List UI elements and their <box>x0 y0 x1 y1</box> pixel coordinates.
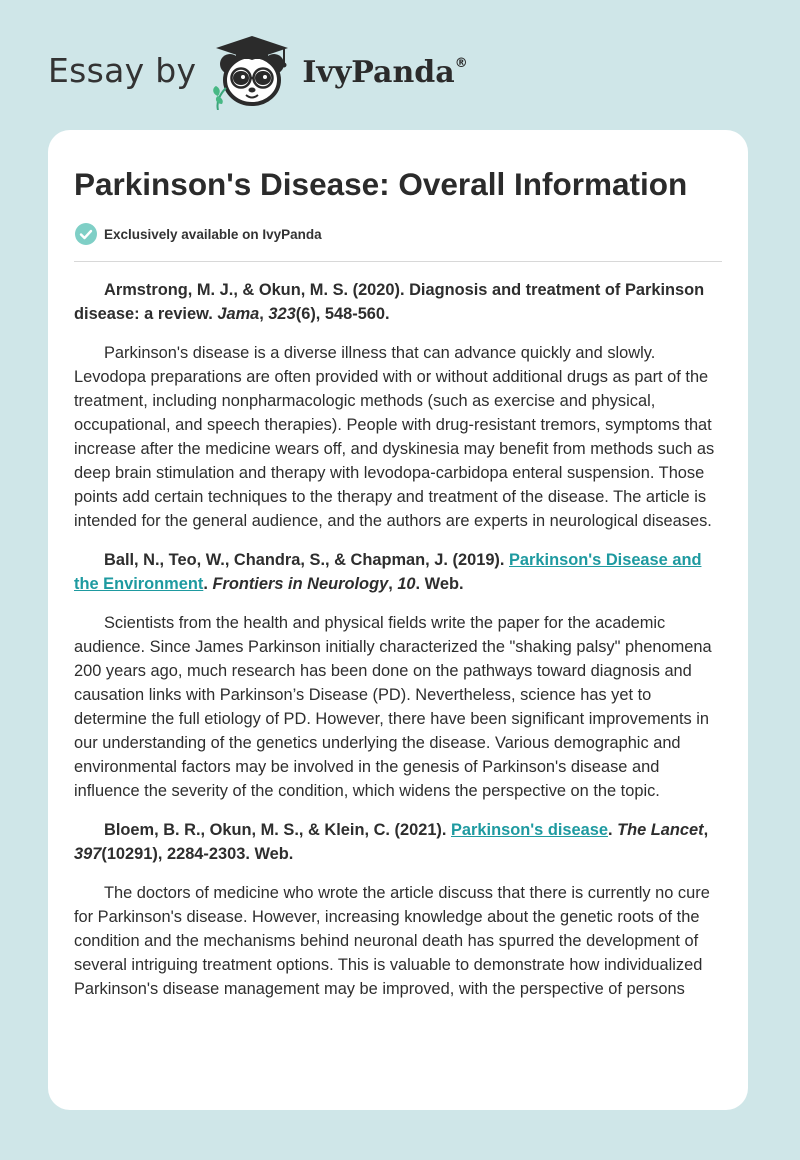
panda-logo-icon[interactable] <box>210 30 294 110</box>
reference-link-parkinsons[interactable]: Parkinson's disease <box>451 821 608 839</box>
exclusive-badge-text: Exclusively available on IvyPanda <box>104 226 322 242</box>
reference-3: Bloem, B. R., Okun, M. S., & Klein, C. (2021). Parkinson's disease. The Lancet, 397(10291), 2284-2303. Web. <box>74 821 709 863</box>
divider <box>74 261 722 262</box>
journal-title: The Lancet <box>617 821 704 839</box>
journal-volume: 10 <box>397 575 416 593</box>
paragraph-3: The doctors of medicine who wrote the article discuss that there is currently no cure for Parkinson's disease. However, increasing knowledge about the genetic roots of the condition and the mechanisms behind neuronal death has spurred the development of several intriguing treatment options. This is valuable to demonstrate how individualized Parkinson's disease management may be improved, with the perspective of persons <box>74 884 710 998</box>
check-circle-icon <box>74 222 98 246</box>
exclusive-badge <box>74 222 322 246</box>
page-title: Parkinson's Disease: Overall Information <box>74 166 688 202</box>
reference-2: Ball, N., Teo, W., Chandra, S., & Chapman, J. (2019). Parkinson's Disease and the Environment. Frontiers in Neurology, 10. Web. <box>74 551 702 593</box>
site-header <box>48 30 468 110</box>
registered-mark: ® <box>454 55 468 71</box>
journal-title: Frontiers in Neurology <box>212 575 389 593</box>
essay-card <box>48 130 748 1110</box>
journal-volume: 397 <box>74 845 102 863</box>
essay-by-label: Essay by <box>48 50 197 90</box>
reference-link-environment[interactable]: Parkinson's Disease and the Environment <box>74 551 702 593</box>
journal-title: Jama <box>217 305 260 323</box>
essay-body <box>74 278 722 1016</box>
paragraph-2: Scientists from the health and physical fields write the paper for the academic audience. Since James Parkinson initially characterized the "shaking palsy" phenomena 200 years ago, much research has been done on the pathways toward diagnosis and causation links with Parkinson’s Disease (PD). Nevertheless, science has yet to determine the full etiology of PD. However, there have been significant improvements in our understanding of the genetics underlying the disease. Various demographic and environmental factors may be involved in the genesis of Parkinson's disease and influence the severity of the condition, which widens the perspective on the topic. <box>74 614 712 800</box>
paragraph-1: Parkinson's disease is a diverse illness that can advance quickly and slowly. Levodopa preparations are often provided with or without additional drugs as part of the treatment, including nonpharmacologic methods (such as exercise and physical, occupational, and speech therapies). People with drug-resistant tremors, symptoms that increase after the medicine wears off, and dyskinesia may benefit from methods such as deep brain stimulation and therapy with levodopa-carbidopa enteral suspension. Those points add certain techniques to the therapy and treatment of the disease. The article is intended for the general audience, and the authors are experts in neurological diseases. <box>74 344 715 530</box>
brand-name[interactable]: IvyPanda® <box>302 54 468 90</box>
journal-volume: 323 <box>268 305 296 323</box>
reference-1: Armstrong, M. J., & Okun, M. S. (2020). Diagnosis and treatment of Parkinson disease: a review. Jama, 323(6), 548-560. <box>74 281 705 323</box>
